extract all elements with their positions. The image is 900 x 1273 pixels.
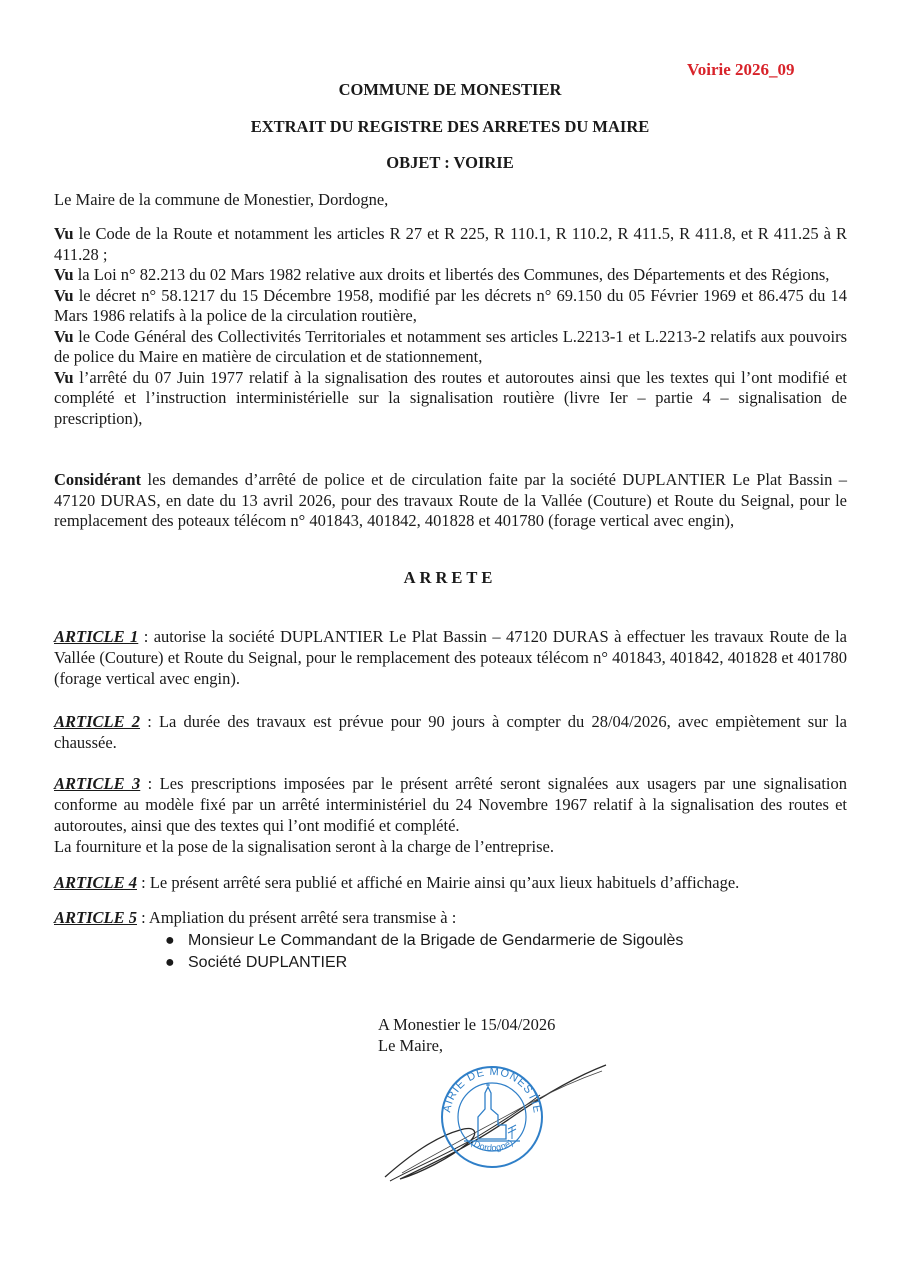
article-label: ARTICLE 4 — [54, 873, 137, 892]
article-1 — [54, 626, 847, 689]
church-icon — [478, 1087, 506, 1139]
svg-text:(Dordogne) — [469, 1137, 514, 1152]
list-item — [162, 930, 842, 952]
article-text: : Les prescriptions imposées par le présent arrêté seront signalées aux usagers par une signalisation conforme au modèle fixé par un arrêté interministériel du 24 Novembre 1967 relatif à la signalisation des routes et autoroutes, ainsi que des textes qui l’ont modifié et complété. — [54, 774, 847, 835]
registre-title: EXTRAIT DU REGISTRE DES ARRETES DU MAIRE — [250, 117, 650, 136]
article-label: ARTICLE 5 — [54, 908, 137, 927]
bullet-icon: ● — [165, 932, 175, 949]
signature-block — [378, 1014, 555, 1056]
vu-paragraph-3 — [54, 286, 847, 327]
vu-keyword: Vu — [54, 367, 74, 387]
tree-icon — [508, 1125, 516, 1139]
vu-paragraph-5 — [54, 368, 847, 430]
considerant-keyword: Considérant — [54, 470, 142, 489]
article-label: ARTICLE 3 — [54, 774, 141, 793]
signature-stroke — [402, 1071, 602, 1173]
considerant-paragraph — [54, 470, 847, 532]
commune-title: COMMUNE DE MONESTIER — [338, 80, 562, 99]
ampliation-list — [162, 930, 842, 974]
signatory-role: Le Maire, — [378, 1036, 444, 1055]
article-extra: La fourniture et la pose de la signalisation seront à la charge de l’entreprise. — [54, 837, 555, 856]
list-item — [162, 952, 842, 974]
article-5 — [54, 907, 847, 928]
svg-text:MAIRIE DE MONESTIER — [441, 1066, 543, 1120]
vu-text: la Loi n° 82.213 du 02 Mars 1982 relative aux droits et libertés des Communes, des Départements et des Régions, — [73, 265, 830, 284]
recipient-text: Société DUPLANTIER — [188, 954, 348, 971]
considerant-text: les demandes d’arrêté de police et de circulation faite par la société DUPLANTIER Le Plat Bassin – 47120 DURAS, en date du 13 avril 2026, pour des travaux Route de la Vallée (Couture) et Route du Seignal, pour le remplacement des poteaux télécom n° 401843, 401842, 401828 et 401780 (forage vertical avec engin), — [54, 470, 847, 530]
article-label: ARTICLE 2 — [54, 712, 141, 731]
vu-section — [54, 224, 847, 429]
bullet-icon: ● — [165, 954, 175, 971]
reference-number: Voirie 2026_09 — [687, 60, 795, 79]
recipient-text: Monsieur Le Commandant de la Brigade de Gendarmerie de Sigoulès — [188, 932, 684, 949]
arrete-title: ARRETE — [403, 568, 497, 587]
vu-paragraph-4 — [54, 327, 847, 368]
objet-title: OBJET : VOIRIE — [386, 153, 514, 172]
intro-line — [54, 190, 847, 211]
stamp-top-text: MAIRIE DE MONESTIER — [441, 1065, 543, 1120]
place-date: A Monestier le 15/04/2026 — [378, 1015, 556, 1034]
vu-text: le Code Général des Collectivités Territoriales et notamment ses articles L.2213-1 et L.2213-2 relatifs aux pouvoirs de police du Maire en matière de circulation et de stationnement, — [54, 326, 847, 366]
mairie-stamp-and-signature — [380, 1055, 610, 1185]
article-3 — [54, 773, 847, 857]
vu-text: le décret n° 58.1217 du 15 Décembre 1958, modifié par les décrets n° 69.150 du 05 Février 1969 et 86.475 du 14 Mars 1986 relatifs à la police de la circulation routière, — [54, 285, 847, 325]
vu-paragraph-1 — [54, 224, 847, 265]
article-label: ARTICLE 1 — [54, 627, 139, 646]
article-4 — [54, 872, 847, 893]
vu-paragraph-2 — [54, 265, 847, 286]
stamp-bottom-text: (Dordogne) — [469, 1137, 515, 1153]
intro-text: Le Maire de la commune de Monestier, Dordogne, — [54, 190, 389, 209]
article-2 — [54, 711, 847, 753]
article-text: : autorise la société DUPLANTIER Le Plat Bassin – 47120 DURAS à effectuer les travaux Route de la Vallée (Couture) et Route du Seignal, pour le remplacement des poteaux télécom n° 401843, 401842, 401828 et 401780 (forage vertical avec engin). — [54, 627, 847, 688]
vu-text: le Code de la Route et notamment les articles R 27 et R 225, R 110.1, R 110.2, R 411.5, R 411.8, et R 411.25 à R 411.28 ; — [54, 224, 847, 264]
vu-keyword: Vu — [54, 265, 74, 284]
article-text: : Ampliation du présent arrêté sera transmise à : — [136, 908, 457, 927]
vu-keyword: Vu — [54, 326, 74, 346]
considerant-section — [54, 470, 847, 532]
stamp-seal — [441, 1066, 543, 1167]
vu-text: l’arrêté du 07 Juin 1977 relatif à la signalisation des routes et autoroutes ainsi que les textes qui l’ont modifié et complété et l’instruction interministérielle sur la signalisation routière (livre Ier – partie 4 – signalisation de prescription), — [54, 367, 847, 428]
vu-keyword: Vu — [54, 285, 74, 305]
article-text: : Le présent arrêté sera publié et affiché en Mairie ainsi qu’aux lieux habituels d’affichage. — [136, 873, 740, 892]
article-text: : La durée des travaux est prévue pour 90 jours à compter du 28/04/2026, avec empiètement sur la chaussée. — [54, 712, 847, 752]
vu-keyword: Vu — [54, 224, 74, 243]
